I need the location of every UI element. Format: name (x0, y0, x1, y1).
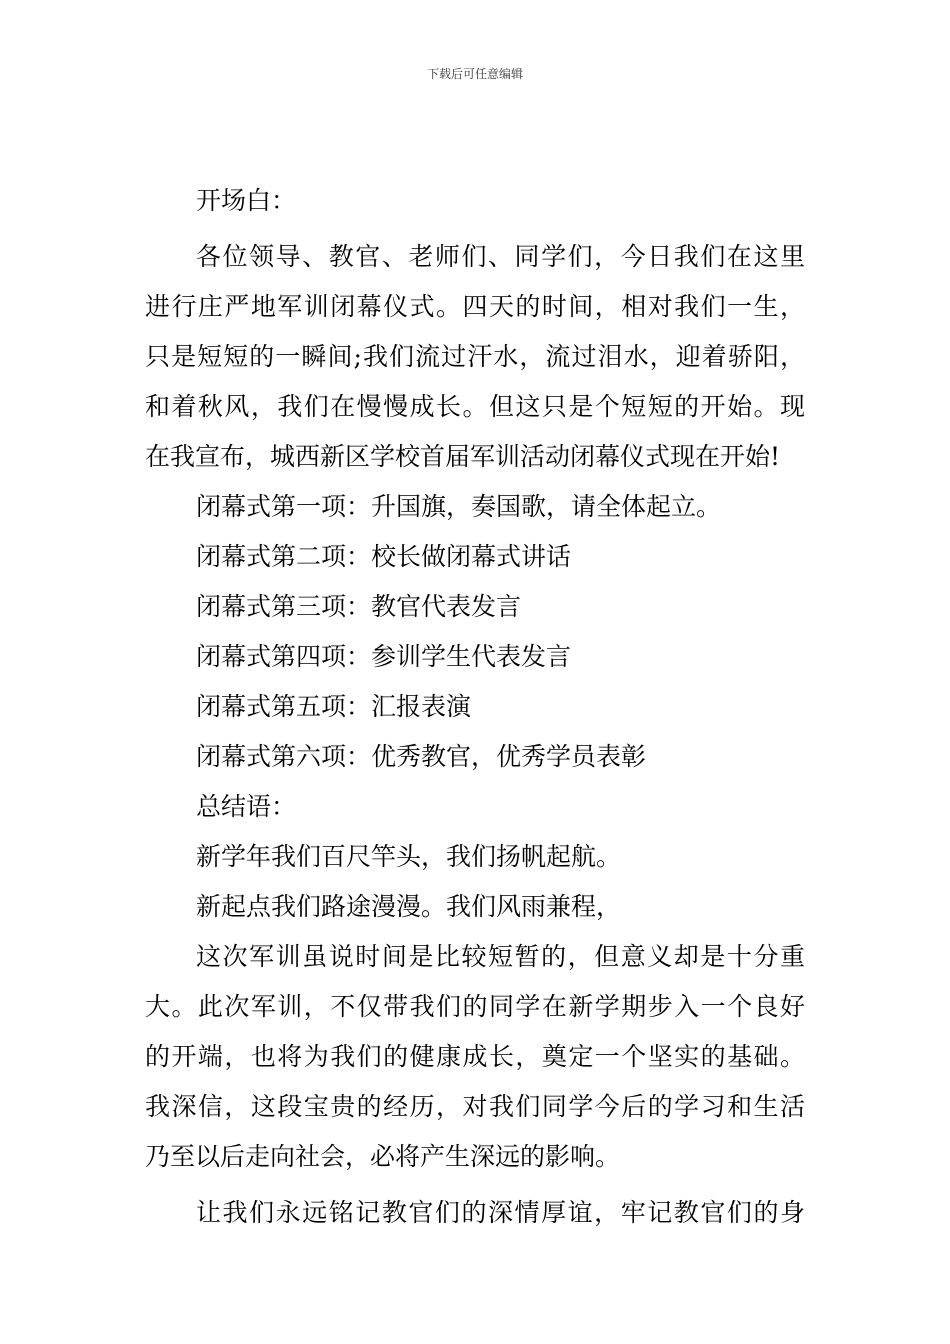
paragraph-training-significance (145, 932, 805, 1182)
agenda-list (145, 482, 805, 782)
page-header-note: 下载后可任意编辑 (426, 67, 523, 81)
agenda-item: 闭幕式第三项：教官代表发言 (196, 592, 522, 621)
paragraph-opening-speech (145, 232, 805, 482)
agenda-item: 闭幕式第五项：汇报表演 (196, 692, 472, 721)
paragraph-line: 让我们永远铭记教官们的深情厚谊，牢记教官们的身 (196, 1198, 805, 1227)
agenda-item: 闭幕式第二项：校长做闭幕式讲话 (196, 542, 572, 571)
paragraph-line: 进行庄严地军训闭幕仪式。四天的时间，相对我们一生， (145, 292, 805, 321)
paragraph-line: 大。此次军训，不仅带我们的同学在新学期步入一个良好 (145, 992, 805, 1021)
agenda-item: 闭幕式第六项：优秀教官，优秀学员表彰 (196, 742, 647, 771)
paragraph-line: 各位领导、教官、老师们、同学们，今日我们在这里 (196, 242, 805, 271)
paragraph-line: 和着秋风，我们在慢慢成长。但这只是个短短的开始。现 (145, 392, 805, 421)
closing-line: 新起点我们路途漫漫。我们风雨兼程， (196, 892, 622, 921)
agenda-item: 闭幕式第四项：参训学生代表发言 (196, 642, 572, 671)
paragraph-line: 这次军训虽说时间是比较短暂的，但意义却是十分重 (196, 942, 805, 971)
paragraph-line: 乃至以后走向社会，必将产生深远的影响。 (145, 1142, 621, 1171)
paragraph-line: 在我宣布，城西新区学校首届军训活动闭幕仪式现在开始! (145, 442, 781, 471)
agenda-item: 闭幕式第一项：升国旗，奏国歌，请全体起立。 (196, 492, 722, 521)
paragraph-line: 我深信，这段宝贵的经历，对我们同学今后的学习和生活 (145, 1092, 805, 1121)
document-body (145, 176, 805, 1238)
paragraph-line: 只是短短的一瞬间;我们流过汗水，流过泪水，迎着骄阳， (145, 342, 805, 371)
closing-line: 新学年我们百尺竿头，我们扬帆起航。 (196, 842, 622, 871)
paragraph-line: 的开端，也将为我们的健康成长，奠定一个坚实的基础。 (145, 1042, 805, 1071)
opening-label: 开场白： (196, 186, 297, 215)
closing-label: 总结语： (196, 792, 297, 821)
